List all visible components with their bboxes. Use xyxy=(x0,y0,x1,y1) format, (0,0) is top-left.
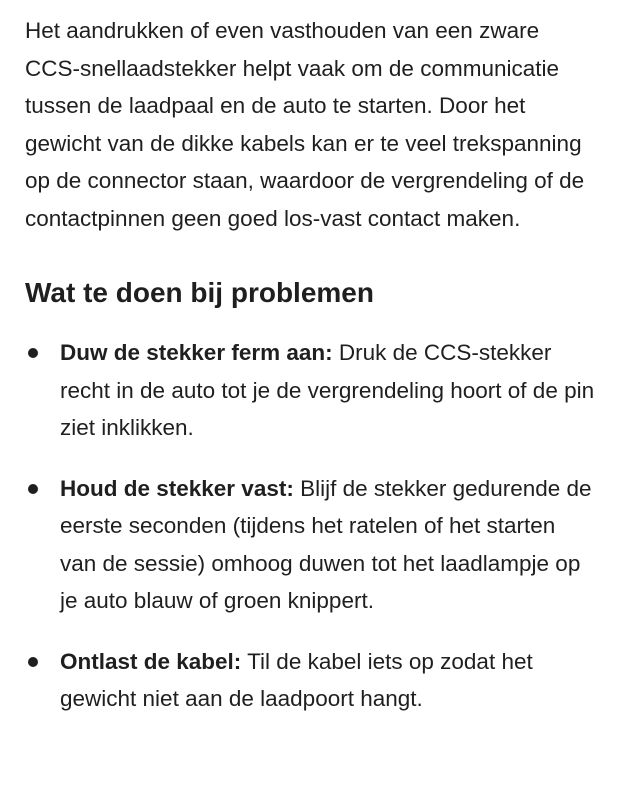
tip-term: Houd de stekker vast: xyxy=(60,475,294,501)
list-item xyxy=(25,470,597,620)
bullet-icon xyxy=(28,484,38,494)
bullet-icon xyxy=(28,657,38,667)
tip-text: Til de kabel iets op zodat het gewicht niet aan de laadpoort hangt. xyxy=(60,648,533,711)
bullet-icon xyxy=(28,348,38,358)
tip-term: Duw de stekker ferm aan: xyxy=(60,340,333,365)
tip-text: Blijf de stekker gedurende de eerste seconden (tijdens het ratelen of het starten van de sessie) omhoog duwen tot het laadlampje op je auto blauw of groen knippert. xyxy=(60,475,592,613)
list-item xyxy=(25,643,597,718)
section-heading: Wat te doen bij problemen xyxy=(25,277,374,308)
tip-text: Druk de CCS-stekker recht in de auto tot je de vergrendeling hoort of de pin ziet inklikken. xyxy=(60,340,595,440)
tips-list xyxy=(25,334,597,718)
list-item xyxy=(25,334,597,447)
tip-term: Ontlast de kabel: xyxy=(60,648,242,674)
intro-paragraph: Het aandrukken of even vasthouden van een zware CCS-snellaadstekker helpt vaak om de communicatie tussen de laadpaal en de auto te starten. Door het gewicht van de dikke kabels kan er te veel trekspanning op de connector staan, waardoor de vergrendeling of de contactpinnen geen goed los-vast contact maken. xyxy=(25,18,585,231)
